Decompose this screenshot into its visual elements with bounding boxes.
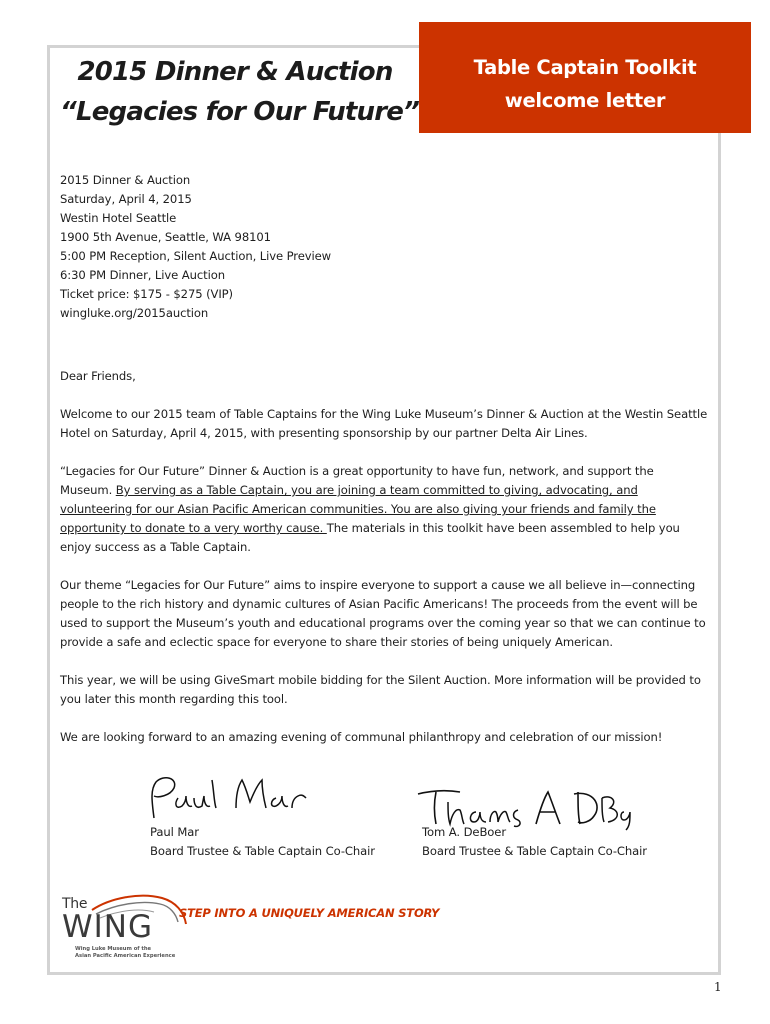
event-title-line2: “Legacies for Our Future”: [60, 97, 420, 127]
event-website: wingluke.org/2015auction: [60, 306, 209, 320]
letter-body: [60, 367, 708, 766]
letter-paragraph-5: We are looking forward to an amazing evening of communal philanthropy and celebration of our mission!: [60, 730, 663, 744]
logo-the-text: The: [62, 896, 88, 912]
event-date: Saturday, April 4, 2015: [60, 192, 192, 206]
signatory-name: Paul Mar: [150, 825, 199, 839]
ticket-price: Ticket price: $175 - $275 (VIP): [60, 287, 233, 301]
paragraph-2-underlined: By serving as a Table Captain, you are joining a team committed to giving, advocating, and volunteering for our Asian Pacific American communities. You are also giving your friends and family the opportunity to donate to a very worthy cause.: [60, 483, 656, 535]
event-title-line1: 2015 Dinner & Auction: [77, 57, 393, 87]
logo-subtitle: [75, 946, 175, 960]
letter-salutation: Dear Friends,: [60, 369, 136, 383]
signatory-tom-deboer: [422, 823, 647, 861]
toolkit-banner: [419, 22, 751, 133]
signatory-name: Tom A. DeBoer: [422, 825, 506, 839]
event-schedule-reception: 5:00 PM Reception, Silent Auction, Live Preview: [60, 249, 332, 263]
logo-subtitle-line2: Asian Pacific American Experience: [75, 953, 176, 959]
banner-line1: Table Captain Toolkit: [473, 56, 697, 79]
event-address: 1900 5th Avenue, Seattle, WA 98101: [60, 230, 271, 244]
event-name: 2015 Dinner & Auction: [60, 173, 191, 187]
logo-wing-text: WING: [62, 909, 154, 945]
event-title: [60, 52, 420, 132]
letter-paragraph-2: [60, 462, 708, 557]
logo-subtitle-line1: Wing Luke Museum of the: [75, 946, 152, 952]
paragraph-2-end: The materials in this toolkit have been assembled to help you enjoy success as a Table Captain.: [60, 521, 680, 554]
footer-tagline: STEP INTO A UNIQUELY AMERICAN STORY: [179, 906, 440, 920]
event-info-block: [60, 171, 700, 323]
paragraph-2-start: “Legacies for Our Future” Dinner & Auction is a great opportunity to have fun, network, and support the Museum.: [60, 464, 654, 497]
letter-paragraph-4: This year, we will be using GiveSmart mobile bidding for the Silent Auction. More information will be provided to you later this month regarding this tool.: [60, 673, 701, 706]
signature-paul-mar: [140, 772, 320, 822]
page-number: 1: [714, 980, 722, 994]
letter-paragraph-1: Welcome to our 2015 team of Table Captains for the Wing Luke Museum’s Dinner & Auction at the Westin Seattle Hotel on Saturday, April 4, 2015, with presenting sponsorship by our partner Delta Air Lines.: [60, 407, 708, 440]
wing-museum-logo: [60, 894, 190, 966]
signatory-paul-mar: [150, 823, 375, 861]
event-venue: Westin Hotel Seattle: [60, 211, 177, 225]
signatory-title: Board Trustee & Table Captain Co-Chair: [422, 844, 647, 858]
signatory-title: Board Trustee & Table Captain Co-Chair: [150, 844, 375, 858]
event-schedule-dinner: 6:30 PM Dinner, Live Auction: [60, 268, 225, 282]
banner-line2: welcome letter: [504, 89, 666, 112]
letter-paragraph-3: Our theme “Legacies for Our Future” aims to inspire everyone to support a cause we all believe in—connecting people to the rich history and dynamic cultures of Asian Pacific Americans! The proceeds from the event will be used to support the Museum’s youth and educational programs over the coming year so that we can continue to provide a safe and eclectic space for everyone to share their stories of being uniquely American.: [60, 578, 706, 649]
